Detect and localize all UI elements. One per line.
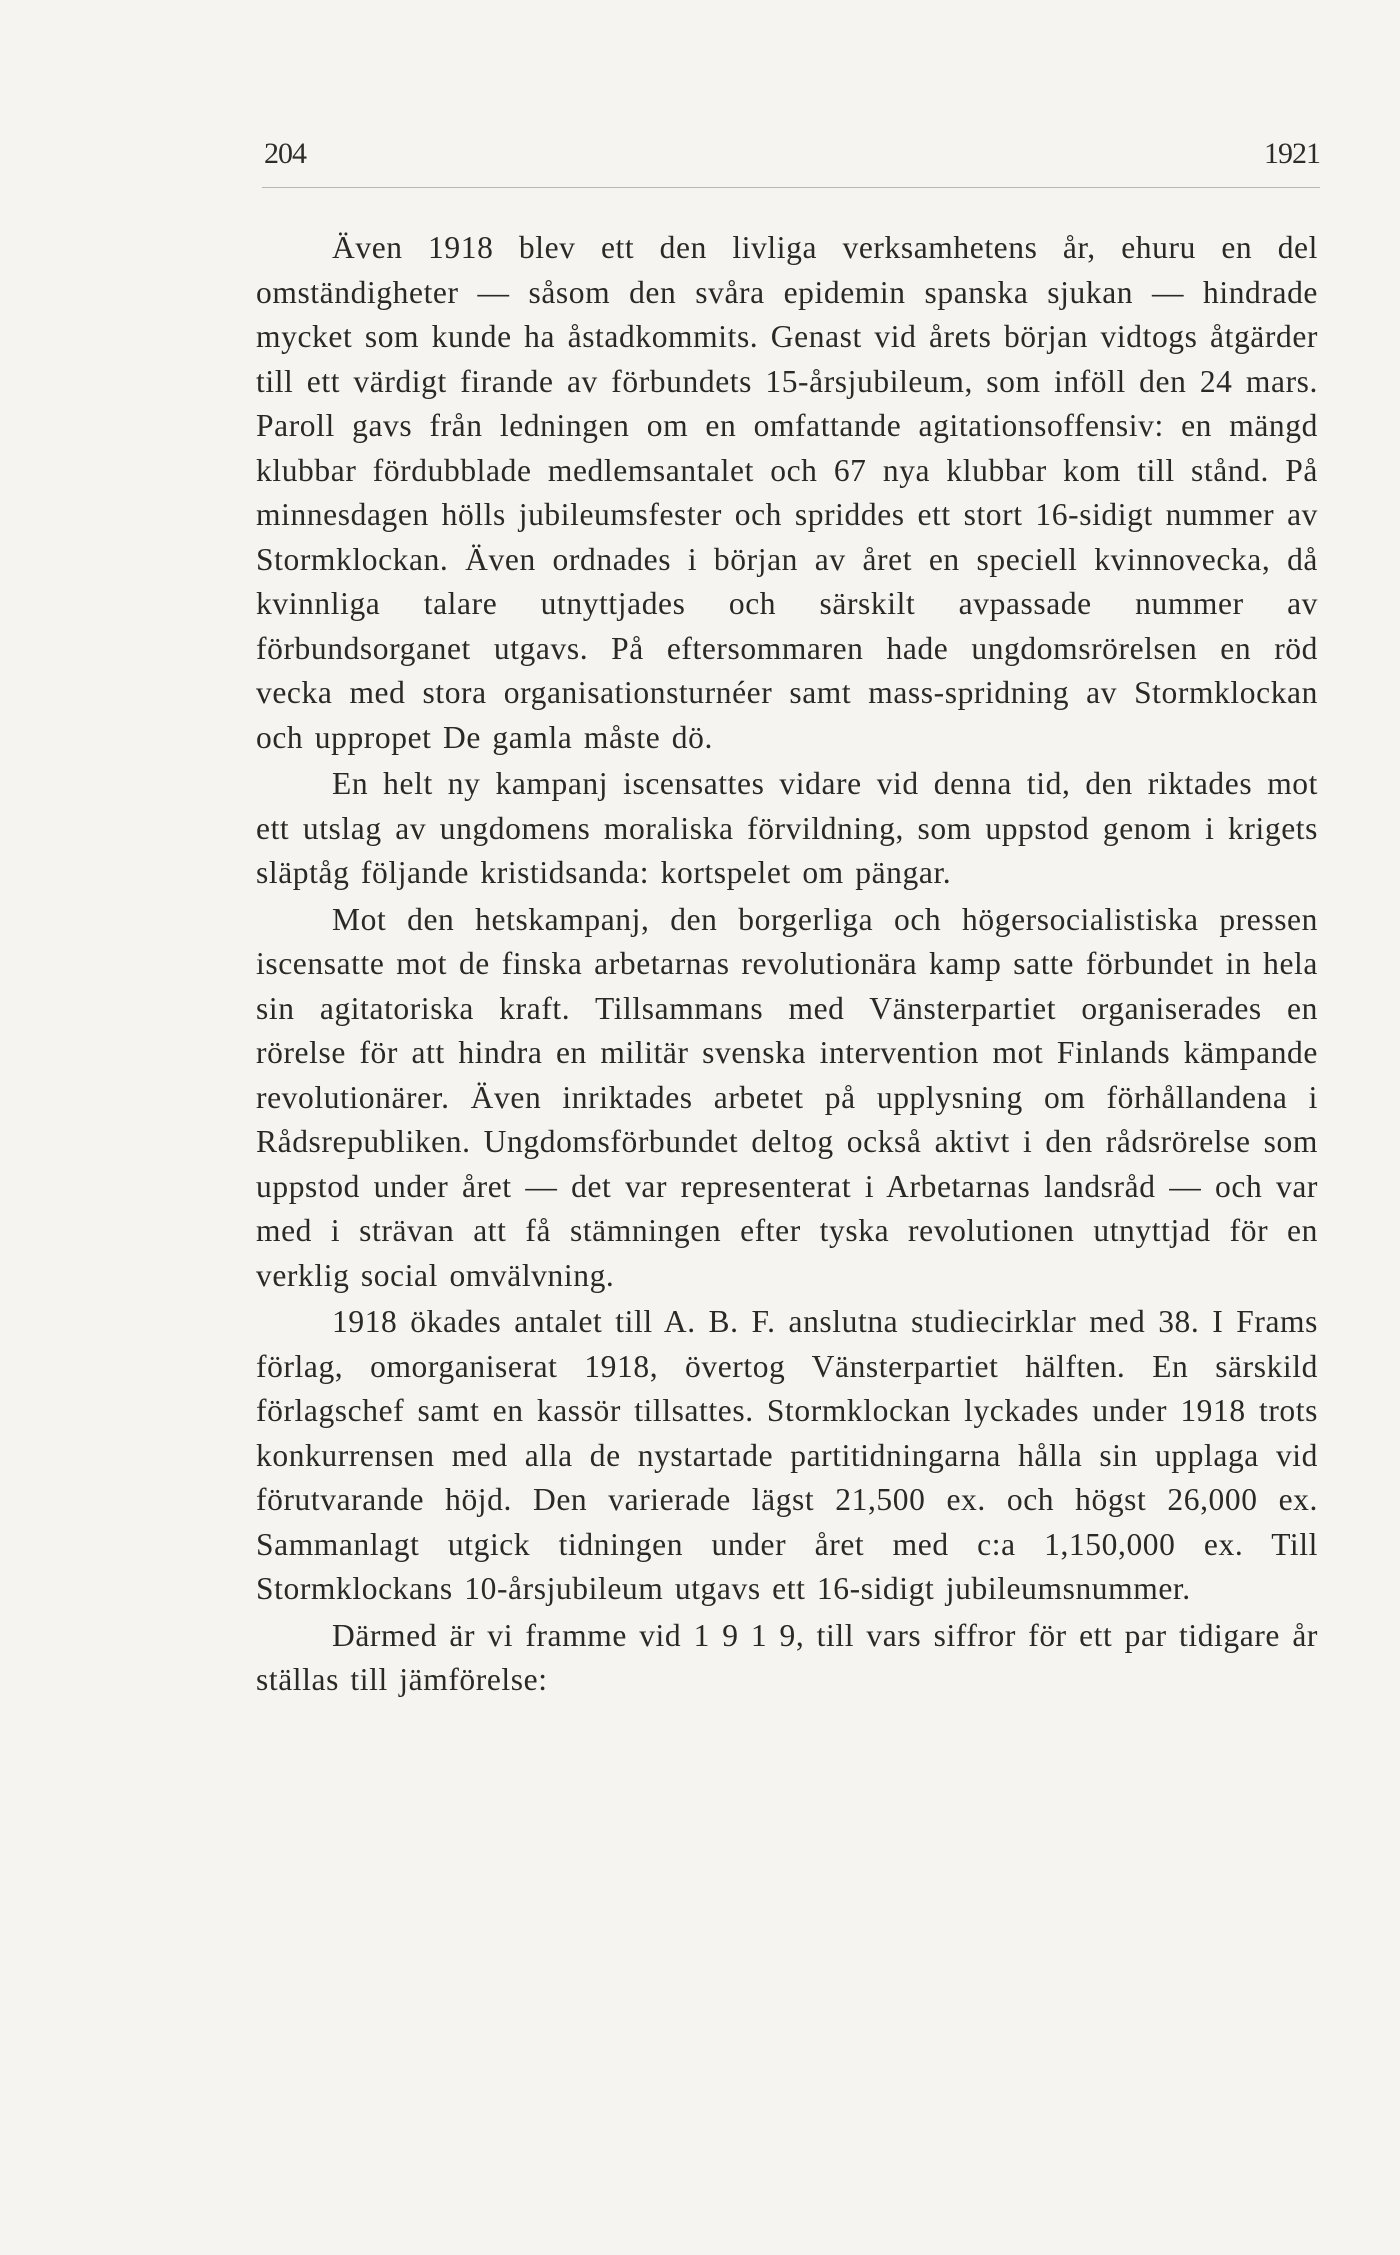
- paragraph: 1918 ökades antalet till A. B. F. anslutna studiecirklar med 38. I Frams förlag, omorganiserat 1918, övertog Vänsterpartiet hälften. En särskild förlagschef samt en kassör tillsattes. Stormklockan lyckades under 1918 trots konkurrensen med alla de nystartade partitidningarna hålla sin upplaga vid förutvarande höjd. Den varierade lägst 21,500 ex. och högst 26,000 ex. Sammanlagt utgick tidningen under året med c:a 1,150,000 ex. Till Stormklockans 10-årsjubileum utgavs ett 16-sidigt jubileumsnummer.: [256, 1304, 1318, 1606]
- paragraph: Därmed är vi framme vid 1 9 1 9, till vars siffror för ett par tidigare år ställas till jämförelse:: [256, 1617, 1318, 1697]
- running-header: [262, 137, 1320, 188]
- page-number: 204: [264, 137, 306, 170]
- paragraph: Även 1918 blev ett den livliga verksamhetens år, ehuru en del omständigheter — såsom den svåra epidemin spanska sjukan — hindrade mycket som kunde ha åstadkommits. Genast vid årets början vidtogs åtgärder till ett värdigt firande av förbundets 15-årsjubileum, som inföll den 24 mars. Paroll gavs från ledningen om en omfattande agitationsoffensiv: en mängd klubbar fördubblade medlemsantalet och 67 nya klubbar kom till stånd. På minnesdagen hölls jubileumsfester och spriddes ett stort 16-sidigt nummer av Stormklockan. Även ordnades i början av året en speciell kvinnovecka, då kvinnliga talare utnyttjades och särskilt avpassade nummer av förbundsorganet utgavs. På eftersommaren hade ungdomsrörelsen en röd vecka med stora organisationsturnéer samt mass-spridning av Stormklockan och uppropet De gamla måste dö.: [256, 230, 1318, 755]
- paragraph: En helt ny kampanj iscensattes vidare vid denna tid, den riktades mot ett utslag av ungdomens moraliska förvildning, som uppstod genom i krigets släptåg följande kristidsanda: kortspelet om pängar.: [256, 766, 1318, 890]
- body-text: [256, 226, 1318, 1705]
- paragraph: Mot den hetskampanj, den borgerliga och högersocialistiska pressen iscensatte mot de finska arbetarnas revolutionära kamp satte förbundet in hela sin agitatoriska kraft. Tillsammans med Vänsterpartiet organiserades en rörelse för att hindra en militär svenska intervention mot Finlands kämpande revolutionärer. Även inriktades arbetet på upplysning om förhållandena i Rådsrepubliken. Ungdomsförbundet deltog också aktivt i den rådsrörelse som uppstod under året — det var representerat i Arbetarnas landsråd — och var med i strävan att få stämningen efter tyska revolutionen utnyttjad för en verklig social omvälvning.: [256, 901, 1318, 1293]
- header-year: 1921: [1264, 137, 1320, 170]
